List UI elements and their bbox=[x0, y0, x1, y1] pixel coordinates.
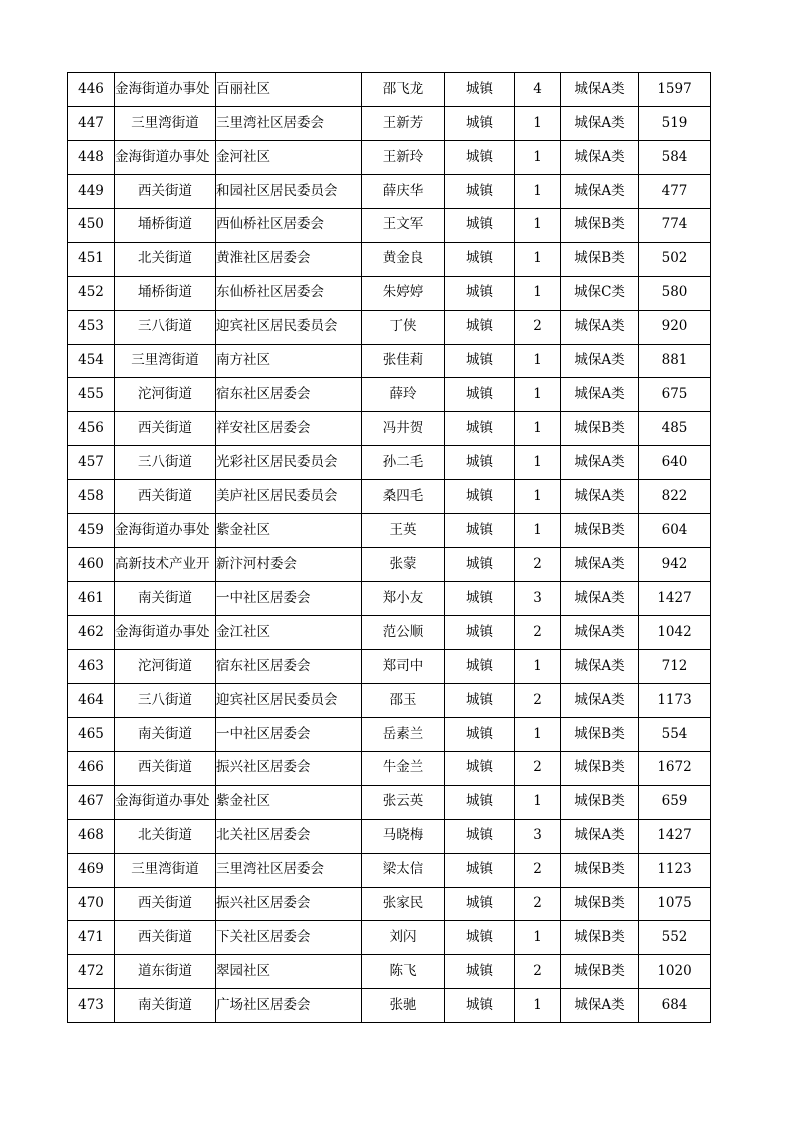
amount-cell: 684 bbox=[639, 989, 711, 1023]
household-type-cell: 城镇 bbox=[445, 717, 515, 751]
household-type-cell: 城镇 bbox=[445, 582, 515, 616]
row-number-cell: 463 bbox=[68, 649, 115, 683]
household-type-cell: 城镇 bbox=[445, 616, 515, 650]
community-cell: 东仙桥社区居委会 bbox=[216, 276, 362, 310]
person-name-cell: 王英 bbox=[362, 514, 445, 548]
row-number-cell: 454 bbox=[68, 344, 115, 378]
row-number-cell: 466 bbox=[68, 751, 115, 785]
person-name-cell: 丁侠 bbox=[362, 310, 445, 344]
street-office-cell: 南关街道 bbox=[115, 717, 216, 751]
household-type-cell: 城镇 bbox=[445, 548, 515, 582]
person-name-cell: 牛金兰 bbox=[362, 751, 445, 785]
household-type-cell: 城镇 bbox=[445, 649, 515, 683]
amount-cell: 675 bbox=[639, 378, 711, 412]
category-cell: 城保A类 bbox=[561, 378, 639, 412]
household-type-cell: 城镇 bbox=[445, 344, 515, 378]
category-cell: 城保A类 bbox=[561, 683, 639, 717]
person-name-cell: 孙二毛 bbox=[362, 446, 445, 480]
community-cell: 迎宾社区居民委员会 bbox=[216, 683, 362, 717]
row-number-cell: 473 bbox=[68, 989, 115, 1023]
community-cell: 宿东社区居委会 bbox=[216, 378, 362, 412]
street-office-cell: 三里湾街道 bbox=[115, 853, 216, 887]
street-office-cell: 三八街道 bbox=[115, 446, 216, 480]
category-cell: 城保A类 bbox=[561, 310, 639, 344]
household-type-cell: 城镇 bbox=[445, 242, 515, 276]
household-type-cell: 城镇 bbox=[445, 785, 515, 819]
category-cell: 城保A类 bbox=[561, 616, 639, 650]
table-row bbox=[68, 174, 711, 208]
row-number-cell: 446 bbox=[68, 73, 115, 107]
person-name-cell: 张佳莉 bbox=[362, 344, 445, 378]
member-count-cell: 1 bbox=[515, 140, 561, 174]
member-count-cell: 2 bbox=[515, 751, 561, 785]
community-cell: 祥安社区居委会 bbox=[216, 412, 362, 446]
person-name-cell: 王文军 bbox=[362, 208, 445, 242]
row-number-cell: 460 bbox=[68, 548, 115, 582]
amount-cell: 519 bbox=[639, 106, 711, 140]
community-cell: 下关社区居委会 bbox=[216, 921, 362, 955]
household-type-cell: 城镇 bbox=[445, 921, 515, 955]
community-cell: 紫金社区 bbox=[216, 785, 362, 819]
table-row bbox=[68, 412, 711, 446]
row-number-cell: 472 bbox=[68, 955, 115, 989]
member-count-cell: 1 bbox=[515, 344, 561, 378]
member-count-cell: 2 bbox=[515, 310, 561, 344]
table-row bbox=[68, 242, 711, 276]
street-office-cell: 高新技术产业开 bbox=[115, 548, 216, 582]
table-row bbox=[68, 785, 711, 819]
table-row bbox=[68, 717, 711, 751]
street-office-cell: 金海街道办事处 bbox=[115, 616, 216, 650]
street-office-cell: 金海街道办事处 bbox=[115, 514, 216, 548]
table-row bbox=[68, 73, 711, 107]
table-row bbox=[68, 480, 711, 514]
row-number-cell: 459 bbox=[68, 514, 115, 548]
category-cell: 城保B类 bbox=[561, 412, 639, 446]
row-number-cell: 457 bbox=[68, 446, 115, 480]
category-cell: 城保A类 bbox=[561, 446, 639, 480]
household-type-cell: 城镇 bbox=[445, 683, 515, 717]
row-number-cell: 456 bbox=[68, 412, 115, 446]
household-type-cell: 城镇 bbox=[445, 106, 515, 140]
community-cell: 迎宾社区居民委员会 bbox=[216, 310, 362, 344]
category-cell: 城保A类 bbox=[561, 174, 639, 208]
street-office-cell: 沱河街道 bbox=[115, 649, 216, 683]
row-number-cell: 453 bbox=[68, 310, 115, 344]
person-name-cell: 范公顺 bbox=[362, 616, 445, 650]
street-office-cell: 南关街道 bbox=[115, 989, 216, 1023]
amount-cell: 554 bbox=[639, 717, 711, 751]
person-name-cell: 王新玲 bbox=[362, 140, 445, 174]
community-cell: 光彩社区居民委员会 bbox=[216, 446, 362, 480]
category-cell: 城保B类 bbox=[561, 785, 639, 819]
community-cell: 黄淮社区居委会 bbox=[216, 242, 362, 276]
table-row bbox=[68, 989, 711, 1023]
table-row bbox=[68, 548, 711, 582]
row-number-cell: 462 bbox=[68, 616, 115, 650]
street-office-cell: 西关街道 bbox=[115, 412, 216, 446]
household-type-cell: 城镇 bbox=[445, 480, 515, 514]
community-cell: 振兴社区居委会 bbox=[216, 887, 362, 921]
member-count-cell: 1 bbox=[515, 446, 561, 480]
community-cell: 北关社区居委会 bbox=[216, 819, 362, 853]
row-number-cell: 458 bbox=[68, 480, 115, 514]
person-name-cell: 朱婷婷 bbox=[362, 276, 445, 310]
table-row bbox=[68, 344, 711, 378]
street-office-cell: 西关街道 bbox=[115, 480, 216, 514]
table-row bbox=[68, 819, 711, 853]
table-row bbox=[68, 514, 711, 548]
person-name-cell: 梁太信 bbox=[362, 853, 445, 887]
table-row bbox=[68, 955, 711, 989]
person-name-cell: 岳素兰 bbox=[362, 717, 445, 751]
street-office-cell: 北关街道 bbox=[115, 819, 216, 853]
street-office-cell: 埇桥街道 bbox=[115, 208, 216, 242]
person-name-cell: 黄金良 bbox=[362, 242, 445, 276]
person-name-cell: 郑小友 bbox=[362, 582, 445, 616]
household-type-cell: 城镇 bbox=[445, 73, 515, 107]
member-count-cell: 1 bbox=[515, 921, 561, 955]
street-office-cell: 西关街道 bbox=[115, 174, 216, 208]
person-name-cell: 刘闪 bbox=[362, 921, 445, 955]
community-cell: 广场社区居委会 bbox=[216, 989, 362, 1023]
category-cell: 城保A类 bbox=[561, 819, 639, 853]
row-number-cell: 455 bbox=[68, 378, 115, 412]
community-cell: 宿东社区居委会 bbox=[216, 649, 362, 683]
amount-cell: 920 bbox=[639, 310, 711, 344]
table-row bbox=[68, 378, 711, 412]
community-cell: 翠园社区 bbox=[216, 955, 362, 989]
member-count-cell: 3 bbox=[515, 819, 561, 853]
member-count-cell: 1 bbox=[515, 412, 561, 446]
member-count-cell: 1 bbox=[515, 276, 561, 310]
member-count-cell: 1 bbox=[515, 208, 561, 242]
category-cell: 城保A类 bbox=[561, 106, 639, 140]
table-row bbox=[68, 140, 711, 174]
category-cell: 城保A类 bbox=[561, 73, 639, 107]
table-row bbox=[68, 649, 711, 683]
category-cell: 城保B类 bbox=[561, 717, 639, 751]
person-name-cell: 张家民 bbox=[362, 887, 445, 921]
community-cell: 西仙桥社区居委会 bbox=[216, 208, 362, 242]
community-cell: 和园社区居民委员会 bbox=[216, 174, 362, 208]
household-type-cell: 城镇 bbox=[445, 446, 515, 480]
row-number-cell: 467 bbox=[68, 785, 115, 819]
amount-cell: 552 bbox=[639, 921, 711, 955]
category-cell: 城保B类 bbox=[561, 242, 639, 276]
street-office-cell: 南关街道 bbox=[115, 582, 216, 616]
street-office-cell: 三里湾街道 bbox=[115, 106, 216, 140]
person-name-cell: 冯井贺 bbox=[362, 412, 445, 446]
row-number-cell: 469 bbox=[68, 853, 115, 887]
row-number-cell: 450 bbox=[68, 208, 115, 242]
community-cell: 金江社区 bbox=[216, 616, 362, 650]
household-type-cell: 城镇 bbox=[445, 989, 515, 1023]
street-office-cell: 道东街道 bbox=[115, 955, 216, 989]
person-name-cell: 张云英 bbox=[362, 785, 445, 819]
household-type-cell: 城镇 bbox=[445, 378, 515, 412]
street-office-cell: 金海街道办事处 bbox=[115, 785, 216, 819]
category-cell: 城保A类 bbox=[561, 649, 639, 683]
member-count-cell: 2 bbox=[515, 616, 561, 650]
category-cell: 城保A类 bbox=[561, 344, 639, 378]
row-number-cell: 449 bbox=[68, 174, 115, 208]
household-type-cell: 城镇 bbox=[445, 208, 515, 242]
member-count-cell: 1 bbox=[515, 378, 561, 412]
category-cell: 城保C类 bbox=[561, 276, 639, 310]
amount-cell: 822 bbox=[639, 480, 711, 514]
amount-cell: 1597 bbox=[639, 73, 711, 107]
community-cell: 振兴社区居委会 bbox=[216, 751, 362, 785]
amount-cell: 1123 bbox=[639, 853, 711, 887]
row-number-cell: 447 bbox=[68, 106, 115, 140]
table-row bbox=[68, 446, 711, 480]
household-type-cell: 城镇 bbox=[445, 819, 515, 853]
amount-cell: 1672 bbox=[639, 751, 711, 785]
community-cell: 南方社区 bbox=[216, 344, 362, 378]
member-count-cell: 1 bbox=[515, 174, 561, 208]
member-count-cell: 1 bbox=[515, 242, 561, 276]
street-office-cell: 金海街道办事处 bbox=[115, 73, 216, 107]
member-count-cell: 2 bbox=[515, 683, 561, 717]
member-count-cell: 1 bbox=[515, 480, 561, 514]
amount-cell: 1427 bbox=[639, 582, 711, 616]
amount-cell: 1042 bbox=[639, 616, 711, 650]
row-number-cell: 470 bbox=[68, 887, 115, 921]
table-row bbox=[68, 887, 711, 921]
person-name-cell: 王新芳 bbox=[362, 106, 445, 140]
member-count-cell: 1 bbox=[515, 989, 561, 1023]
household-type-cell: 城镇 bbox=[445, 887, 515, 921]
category-cell: 城保A类 bbox=[561, 582, 639, 616]
member-count-cell: 4 bbox=[515, 73, 561, 107]
street-office-cell: 西关街道 bbox=[115, 921, 216, 955]
household-type-cell: 城镇 bbox=[445, 853, 515, 887]
category-cell: 城保B类 bbox=[561, 887, 639, 921]
amount-cell: 477 bbox=[639, 174, 711, 208]
category-cell: 城保B类 bbox=[561, 514, 639, 548]
category-cell: 城保A类 bbox=[561, 548, 639, 582]
member-count-cell: 1 bbox=[515, 649, 561, 683]
amount-cell: 881 bbox=[639, 344, 711, 378]
person-name-cell: 薛玲 bbox=[362, 378, 445, 412]
amount-cell: 604 bbox=[639, 514, 711, 548]
street-office-cell: 北关街道 bbox=[115, 242, 216, 276]
table-row bbox=[68, 276, 711, 310]
table-row bbox=[68, 106, 711, 140]
amount-cell: 942 bbox=[639, 548, 711, 582]
table-row bbox=[68, 683, 711, 717]
table-row bbox=[68, 751, 711, 785]
amount-cell: 584 bbox=[639, 140, 711, 174]
person-name-cell: 郑司中 bbox=[362, 649, 445, 683]
amount-cell: 640 bbox=[639, 446, 711, 480]
community-cell: 百丽社区 bbox=[216, 73, 362, 107]
member-count-cell: 2 bbox=[515, 853, 561, 887]
household-type-cell: 城镇 bbox=[445, 174, 515, 208]
row-number-cell: 471 bbox=[68, 921, 115, 955]
community-cell: 金河社区 bbox=[216, 140, 362, 174]
person-name-cell: 邵飞龙 bbox=[362, 73, 445, 107]
household-type-cell: 城镇 bbox=[445, 514, 515, 548]
category-cell: 城保B类 bbox=[561, 955, 639, 989]
table-body bbox=[68, 73, 711, 1023]
category-cell: 城保A类 bbox=[561, 989, 639, 1023]
table-row bbox=[68, 582, 711, 616]
community-cell: 一中社区居委会 bbox=[216, 717, 362, 751]
category-cell: 城保A类 bbox=[561, 480, 639, 514]
table-row bbox=[68, 208, 711, 242]
member-count-cell: 2 bbox=[515, 548, 561, 582]
community-cell: 三里湾社区居委会 bbox=[216, 106, 362, 140]
table-row bbox=[68, 310, 711, 344]
category-cell: 城保B类 bbox=[561, 751, 639, 785]
street-office-cell: 三里湾街道 bbox=[115, 344, 216, 378]
member-count-cell: 1 bbox=[515, 106, 561, 140]
person-name-cell: 张驰 bbox=[362, 989, 445, 1023]
person-name-cell: 马晓梅 bbox=[362, 819, 445, 853]
community-cell: 三里湾社区居委会 bbox=[216, 853, 362, 887]
category-cell: 城保A类 bbox=[561, 140, 639, 174]
row-number-cell: 464 bbox=[68, 683, 115, 717]
amount-cell: 1427 bbox=[639, 819, 711, 853]
household-type-cell: 城镇 bbox=[445, 310, 515, 344]
category-cell: 城保B类 bbox=[561, 853, 639, 887]
household-type-cell: 城镇 bbox=[445, 412, 515, 446]
amount-cell: 1173 bbox=[639, 683, 711, 717]
row-number-cell: 468 bbox=[68, 819, 115, 853]
street-office-cell: 金海街道办事处 bbox=[115, 140, 216, 174]
community-cell: 新汴河村委会 bbox=[216, 548, 362, 582]
row-number-cell: 452 bbox=[68, 276, 115, 310]
amount-cell: 659 bbox=[639, 785, 711, 819]
amount-cell: 580 bbox=[639, 276, 711, 310]
community-cell: 美庐社区居民委员会 bbox=[216, 480, 362, 514]
amount-cell: 1075 bbox=[639, 887, 711, 921]
member-count-cell: 1 bbox=[515, 785, 561, 819]
category-cell: 城保B类 bbox=[561, 208, 639, 242]
street-office-cell: 三八街道 bbox=[115, 310, 216, 344]
member-count-cell: 1 bbox=[515, 717, 561, 751]
community-cell: 一中社区居委会 bbox=[216, 582, 362, 616]
member-count-cell: 3 bbox=[515, 582, 561, 616]
amount-cell: 774 bbox=[639, 208, 711, 242]
street-office-cell: 沱河街道 bbox=[115, 378, 216, 412]
amount-cell: 502 bbox=[639, 242, 711, 276]
person-name-cell: 邵玉 bbox=[362, 683, 445, 717]
category-cell: 城保B类 bbox=[561, 921, 639, 955]
table-row bbox=[68, 921, 711, 955]
street-office-cell: 三八街道 bbox=[115, 683, 216, 717]
person-name-cell: 桑四毛 bbox=[362, 480, 445, 514]
row-number-cell: 448 bbox=[68, 140, 115, 174]
member-count-cell: 2 bbox=[515, 887, 561, 921]
recipient-table bbox=[67, 72, 711, 1023]
household-type-cell: 城镇 bbox=[445, 276, 515, 310]
household-type-cell: 城镇 bbox=[445, 140, 515, 174]
row-number-cell: 451 bbox=[68, 242, 115, 276]
street-office-cell: 西关街道 bbox=[115, 751, 216, 785]
row-number-cell: 465 bbox=[68, 717, 115, 751]
household-type-cell: 城镇 bbox=[445, 751, 515, 785]
table-row bbox=[68, 853, 711, 887]
member-count-cell: 2 bbox=[515, 955, 561, 989]
row-number-cell: 461 bbox=[68, 582, 115, 616]
household-type-cell: 城镇 bbox=[445, 955, 515, 989]
amount-cell: 1020 bbox=[639, 955, 711, 989]
person-name-cell: 陈飞 bbox=[362, 955, 445, 989]
member-count-cell: 1 bbox=[515, 514, 561, 548]
street-office-cell: 西关街道 bbox=[115, 887, 216, 921]
amount-cell: 485 bbox=[639, 412, 711, 446]
community-cell: 紫金社区 bbox=[216, 514, 362, 548]
street-office-cell: 埇桥街道 bbox=[115, 276, 216, 310]
person-name-cell: 张蒙 bbox=[362, 548, 445, 582]
table-row bbox=[68, 616, 711, 650]
person-name-cell: 薛庆华 bbox=[362, 174, 445, 208]
amount-cell: 712 bbox=[639, 649, 711, 683]
